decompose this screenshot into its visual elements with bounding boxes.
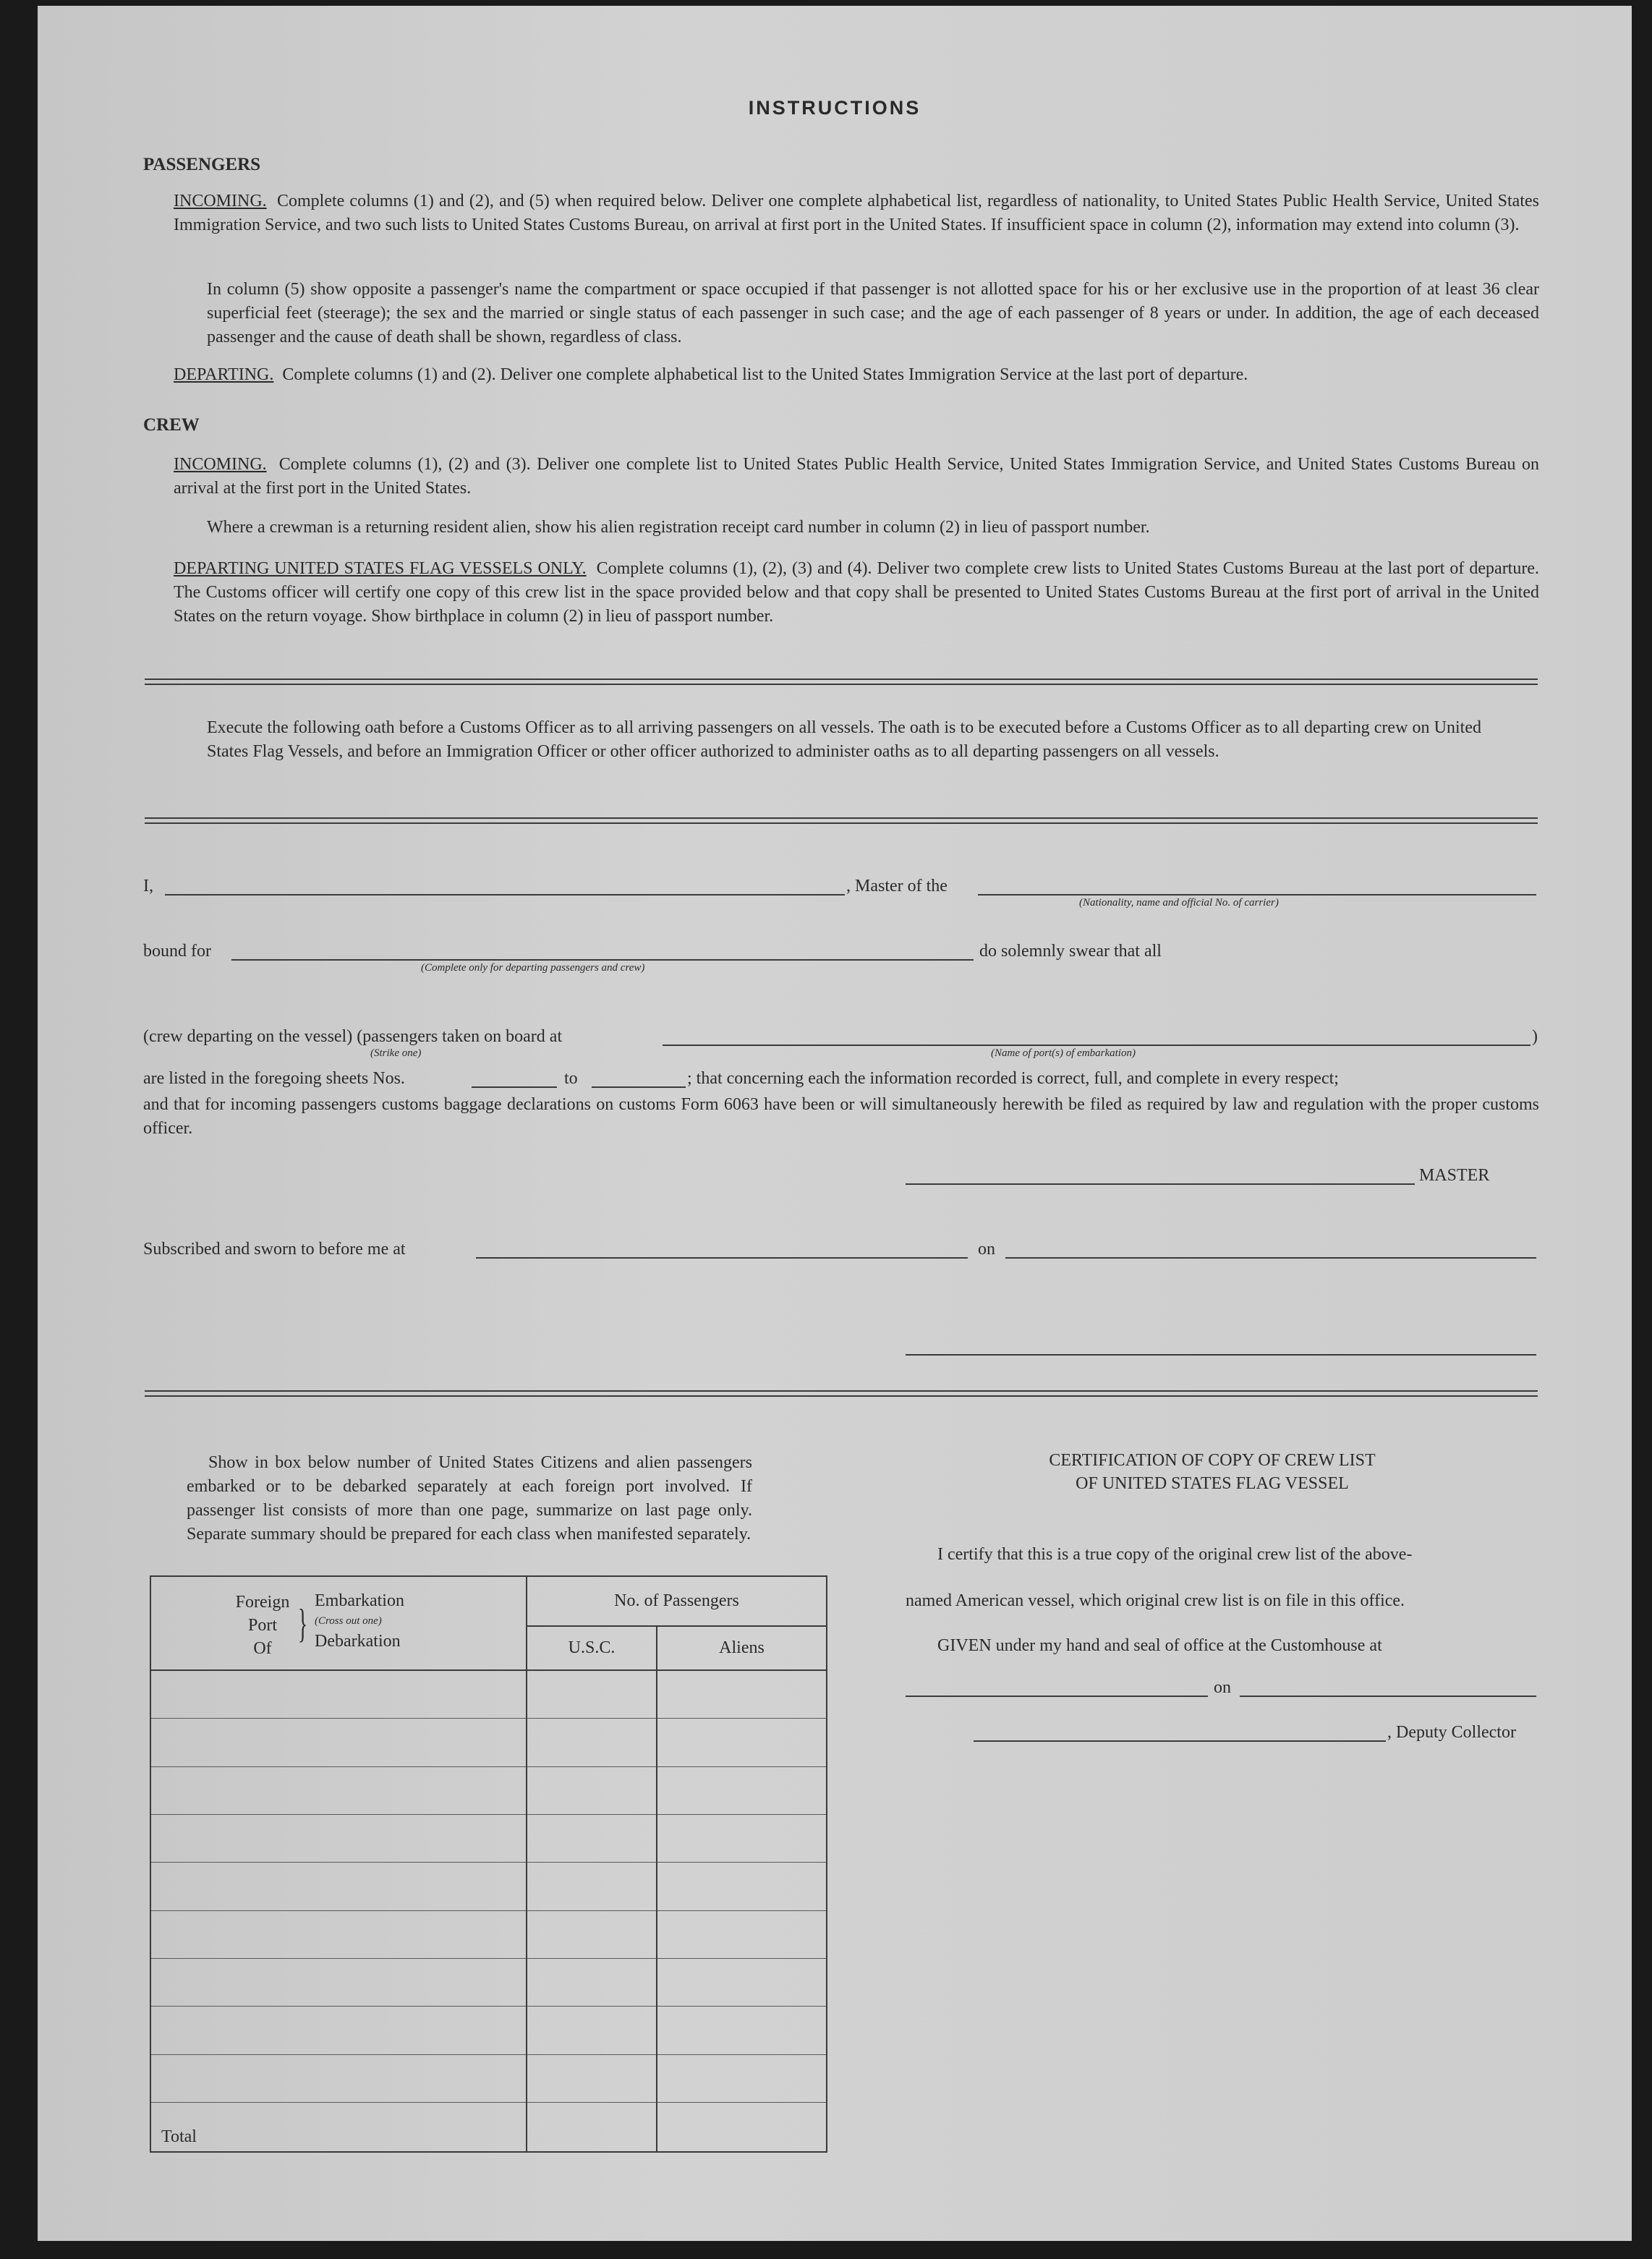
embarkation-label: Embarkation <box>315 1591 404 1611</box>
sworn-date-line[interactable] <box>1005 1257 1536 1259</box>
document-page <box>38 6 1632 2241</box>
table-cell[interactable] <box>527 2054 657 2102</box>
passengers-departing <box>174 363 1539 387</box>
usc-header: U.S.C. <box>527 1626 657 1671</box>
table-cell[interactable] <box>527 1814 657 1862</box>
total-aliens-cell[interactable] <box>657 2102 827 2152</box>
table-cell[interactable] <box>527 1719 657 1766</box>
table-cell[interactable] <box>150 1719 527 1766</box>
close-paren: ) <box>1532 1027 1538 1046</box>
deputy-collector-label: , Deputy Collector <box>1387 1723 1516 1742</box>
bound-for-label: bound for <box>143 942 211 961</box>
sheet-from-line[interactable] <box>472 1086 557 1088</box>
aliens-header: Aliens <box>657 1626 827 1671</box>
table-cell[interactable] <box>527 1863 657 1910</box>
certify-line-2: named American vessel, which original crew list is on file in this office. <box>906 1591 1405 1610</box>
foreign-label: Foreign <box>235 1593 290 1612</box>
table-cell[interactable] <box>527 1910 657 1958</box>
crew-incoming <box>174 453 1539 501</box>
listed-text-1: are listed in the foregoing sheets Nos. <box>143 1069 405 1088</box>
crew-heading: CREW <box>143 415 200 435</box>
crew-incoming-label: INCOMING. <box>174 455 267 474</box>
passengers-incoming <box>174 190 1539 237</box>
summary-instructions: Show in box below number of United States Citizens and alien passengers embarked or to be debarked separately at each foreign port involved. If passenger list consists of more than one page, summarize on last page only. Separate summary should be prepared for each class when manifested separately. <box>187 1453 752 1544</box>
debarkation-label: Debarkation <box>315 1632 401 1651</box>
crew-resident-alien: Where a crewman is a returning resident alien, show his alien registration receipt card number in column (2) in lieu of passport number. <box>207 518 1150 537</box>
table-cell[interactable] <box>150 2054 527 2102</box>
officer-signature-line[interactable] <box>906 1354 1536 1356</box>
incoming-text: Complete columns (1) and (2), and (5) when required below. Deliver one complete alphabetical list, regardless of nationality, to United States Public Health Service, United States Immigration Service, and two such lists to United States Customs Bureau, on arrival at first port in the United States. If insufficient space in column (2), information may extend into column (3). <box>174 192 1539 234</box>
subscribed-text: Subscribed and sworn to before me at <box>143 1240 406 1259</box>
table-cell[interactable] <box>657 2007 827 2054</box>
departing-text: Complete columns (1) and (2). Deliver one complete alphabetical list to the United States Immigration Service at the last port of departure. <box>282 365 1248 384</box>
brace-icon: } <box>297 1601 308 1647</box>
page-title: INSTRUCTIONS <box>748 97 921 119</box>
table-cell[interactable] <box>150 1958 527 2006</box>
table-cell[interactable] <box>527 2007 657 2054</box>
crew-departing-text: Complete columns (1), (2), (3) and (4). Deliver two complete crew lists to United States Customs Bureau at the last port of departure. The Customs officer will certify one copy of this crew list in the space provided below and that copy shall be presented to United States Customs Bureau at the first port of arrival in the United States on the return voyage. Show birthplace in column (2) in lieu of passport number. <box>174 559 1539 626</box>
oath-intro: Execute the following oath before a Customs Officer as to all arriving passengers on all vessels. The oath is to be executed before a Customs Officer as to all departing crew on United States Flag Vessels, and before an Immigration Officer or other officer authorized to administer oaths as to all departing passengers on all vessels. <box>207 718 1481 761</box>
certification-heading-2: OF UNITED STATES FLAG VESSEL <box>1076 1474 1349 1493</box>
crew-passengers-text: (crew departing on the vessel) (passengers taken on board at <box>143 1027 563 1046</box>
cert-date-line[interactable] <box>1240 1696 1536 1697</box>
table-cell[interactable] <box>657 1670 827 1718</box>
no-of-passengers-header: No. of Passengers <box>527 1576 827 1626</box>
sheet-to-line[interactable] <box>592 1086 686 1088</box>
certification-heading-1: CERTIFICATION OF COPY OF CREW LIST <box>1049 1451 1376 1470</box>
certify-line-1: I certify that this is a true copy of the original crew list of the above- <box>937 1545 1413 1564</box>
listed-text-2: ; that concerning each the information recorded is correct, full, and complete in every respect; <box>687 1069 1339 1088</box>
divider <box>145 1390 1538 1397</box>
master-label: MASTER <box>1419 1166 1490 1185</box>
table-cell[interactable] <box>150 1766 527 1814</box>
swear-text: do solemnly swear that all <box>979 942 1162 961</box>
table-cell[interactable] <box>527 1958 657 2006</box>
listed-text-3: and that for incoming passengers customs baggage declarations on customs Form 6063 have been or will simultaneously herewith be filed as required by law and regulation with the proper customs officer. <box>143 1095 1539 1138</box>
port-header-cell <box>150 1576 527 1670</box>
sworn-on-label: on <box>978 1240 995 1259</box>
total-label: Total <box>150 2102 527 2152</box>
divider <box>145 678 1538 685</box>
sworn-place-line[interactable] <box>476 1257 968 1259</box>
table-cell[interactable] <box>657 1814 827 1862</box>
table-cell[interactable] <box>527 1766 657 1814</box>
table-cell[interactable] <box>657 1958 827 2006</box>
customhouse-line[interactable] <box>906 1696 1208 1697</box>
oath-i-label: I, <box>143 877 153 895</box>
deputy-signature-line[interactable] <box>974 1740 1386 1742</box>
table-cell[interactable] <box>150 1863 527 1910</box>
ports-note: (Name of port(s) of embarkation) <box>991 1047 1136 1059</box>
table-cell[interactable] <box>657 1766 827 1814</box>
table-cell[interactable] <box>657 1910 827 1958</box>
crew-incoming-text: Complete columns (1), (2) and (3). Deliver one complete list to United States Public Health Service, United States Immigration Service, and United States Customs Bureau on arrival at the first port in the United States. <box>174 455 1539 498</box>
table-cell[interactable] <box>150 2007 527 2054</box>
of-label: Of <box>253 1639 272 1659</box>
table-cell[interactable] <box>150 1670 527 1718</box>
master-of-label: , Master of the <box>846 877 948 895</box>
incoming-label: INCOMING. <box>174 192 267 210</box>
crew-departing-label: DEPARTING UNITED STATES FLAG VESSELS ONLY. <box>174 559 587 578</box>
strike-one-note: (Strike one) <box>370 1047 422 1059</box>
table-cell[interactable] <box>150 1910 527 1958</box>
cert-on-label: on <box>1214 1678 1231 1697</box>
master-signature-line[interactable] <box>906 1183 1415 1185</box>
table-cell[interactable] <box>657 1719 827 1766</box>
table-cell[interactable] <box>657 1863 827 1910</box>
divider <box>145 817 1538 824</box>
passengers-heading: PASSENGERS <box>143 155 261 174</box>
departing-label: DEPARTING. <box>174 365 274 384</box>
port-label: Port <box>247 1616 277 1635</box>
embarkation-ports-line[interactable] <box>663 1045 1530 1046</box>
passenger-summary-table <box>150 1575 827 2153</box>
nationality-note: (Nationality, name and official No. of carrier) <box>1079 897 1279 909</box>
destination-line[interactable] <box>231 959 974 961</box>
table-cell[interactable] <box>150 1814 527 1862</box>
master-name-line[interactable] <box>165 894 845 895</box>
carrier-line[interactable] <box>978 894 1536 895</box>
total-usc-cell[interactable] <box>527 2102 657 2152</box>
cross-out-note: (Cross out one) <box>315 1615 382 1628</box>
crew-departing <box>174 557 1539 629</box>
complete-only-note: (Complete only for departing passengers and crew) <box>421 962 645 974</box>
column5-instructions: In column (5) show opposite a passenger's name the compartment or space occupied if that passenger is not allotted space for his or her exclusive use in the proportion of at least 36 clear superficial feet (steerage); the sex and the married or single status of each passenger in such case; and the age of each passenger of 8 years or under. In addition, the age of each deceased passenger and the cause of death shall be shown, regardless of class. <box>207 280 1539 346</box>
certify-line-3: GIVEN under my hand and seal of office at the Customhouse at <box>937 1636 1382 1655</box>
listed-to: to <box>564 1069 578 1088</box>
table-cell[interactable] <box>657 2054 827 2102</box>
table-cell[interactable] <box>527 1670 657 1718</box>
